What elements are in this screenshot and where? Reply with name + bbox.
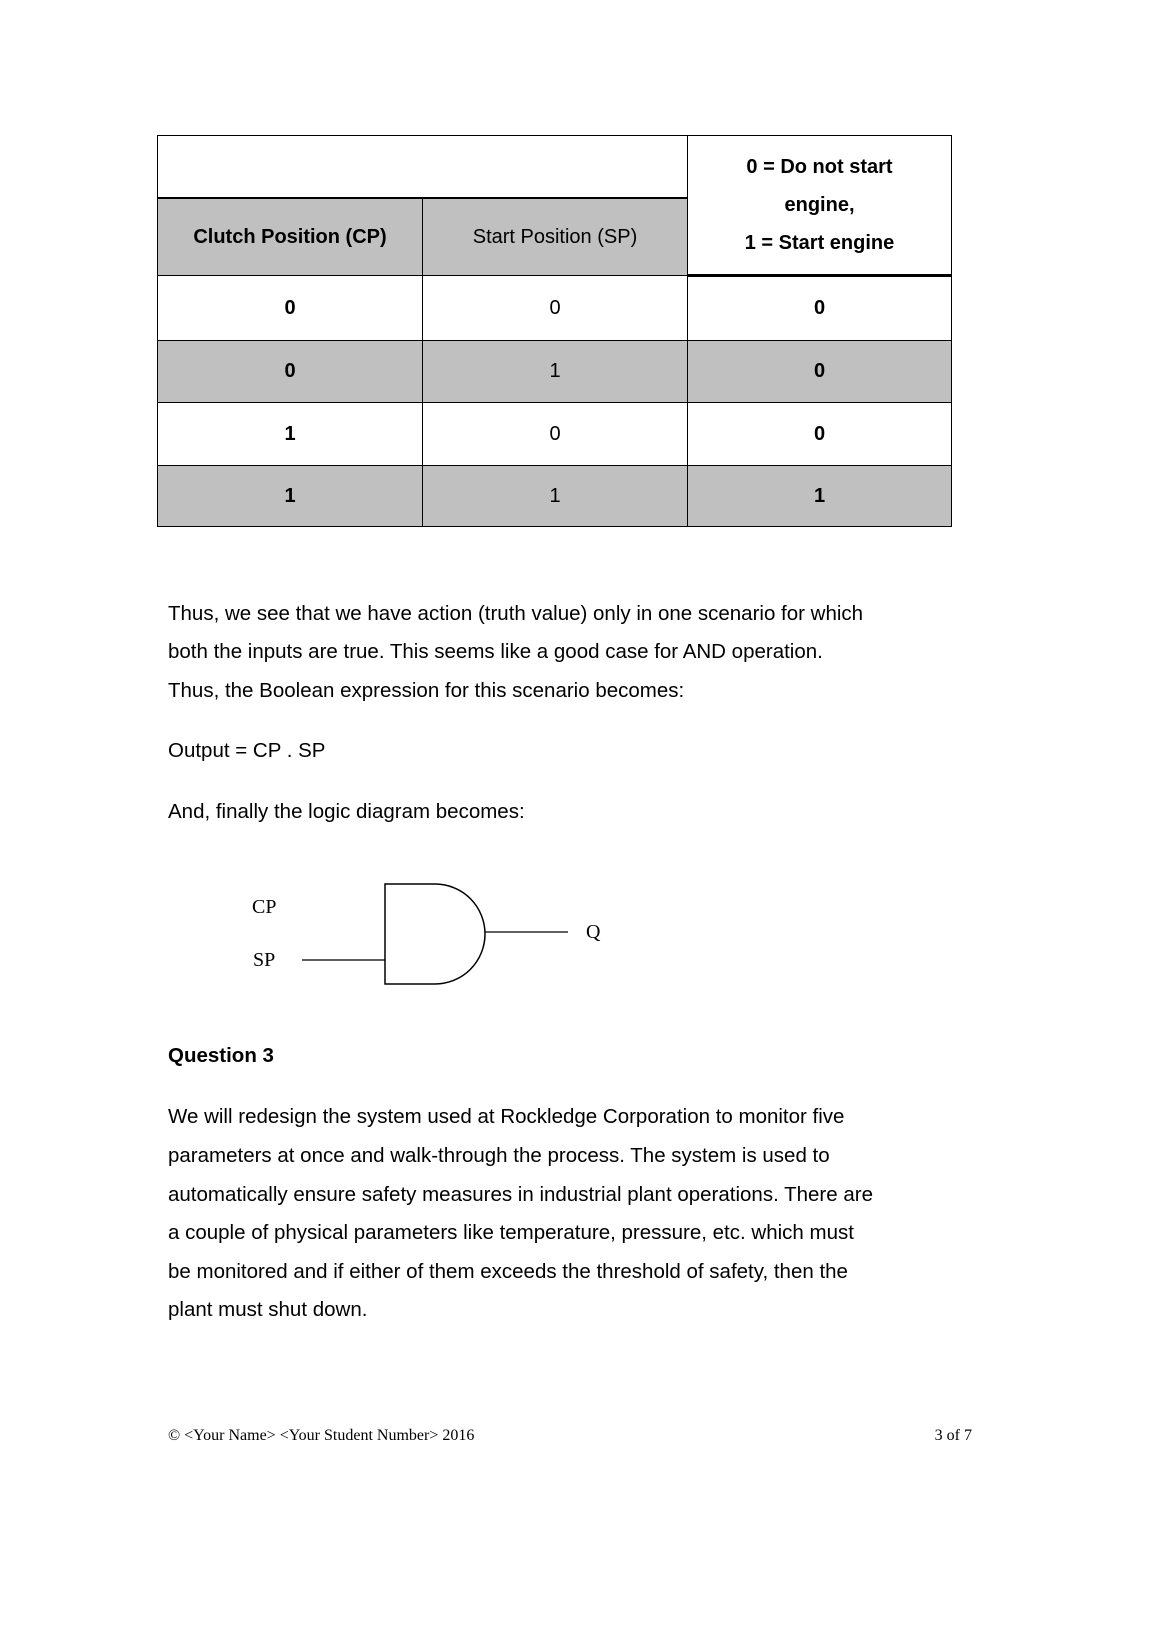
output-header-line: 1 = Start engine	[744, 232, 895, 254]
output-header	[687, 135, 952, 277]
paragraph-line: Thus, we see that we have action (truth value) only in one scenario for which	[168, 602, 864, 625]
paragraph-line: plant must shut down.	[168, 1298, 368, 1321]
cell-sp: 0	[422, 402, 688, 466]
paragraph-line: be monitored and if either of them exceeds the threshold of safety, then the	[168, 1260, 848, 1283]
cell-cp: 0	[157, 340, 423, 403]
paragraph-line: Thus, the Boolean expression for this scenario becomes:	[168, 679, 685, 702]
header-sp: Start Position (SP)	[422, 199, 688, 276]
paragraph-line: a couple of physical parameters like temperature, pressure, etc. which must	[168, 1221, 854, 1244]
cell-output: 1	[687, 465, 952, 527]
output-label-q: Q	[586, 921, 601, 943]
boolean-expression: Output = CP . SP	[168, 739, 326, 762]
cell-output: 0	[687, 340, 952, 403]
paragraph-line: We will redesign the system used at Rockledge Corporation to monitor five	[168, 1105, 845, 1128]
cell-cp: 1	[157, 402, 423, 466]
cell-output: 0	[687, 275, 952, 341]
cell-sp: 1	[422, 465, 688, 527]
and-gate-icon	[230, 870, 630, 1000]
input-label-sp: SP	[253, 949, 276, 971]
cell-cp: 1	[157, 465, 423, 527]
cell-sp: 1	[422, 340, 688, 403]
header-cp: Clutch Position (CP)	[157, 199, 423, 276]
cell-output: 0	[687, 402, 952, 466]
paragraph-line: parameters at once and walk-through the process. The system is used to	[168, 1144, 830, 1167]
output-header-line: 0 = Do not start	[746, 156, 893, 178]
output-header-line: engine,	[784, 194, 855, 216]
truth-table	[157, 135, 952, 527]
diagram-intro: And, finally the logic diagram becomes:	[168, 800, 525, 823]
input-label-cp: CP	[252, 896, 277, 918]
footer-copyright: © <Your Name> <Your Student Number> 2016	[168, 1427, 475, 1444]
footer-page-number: 3 of 7	[934, 1427, 972, 1444]
paragraph-line: automatically ensure safety measures in industrial plant operations. There are	[168, 1183, 873, 1206]
paragraph-line: both the inputs are true. This seems like a good case for AND operation.	[168, 640, 823, 663]
table-blank-header	[157, 135, 688, 200]
cell-cp: 0	[157, 275, 423, 341]
cell-sp: 0	[422, 275, 688, 341]
question-heading: Question 3	[168, 1044, 274, 1067]
